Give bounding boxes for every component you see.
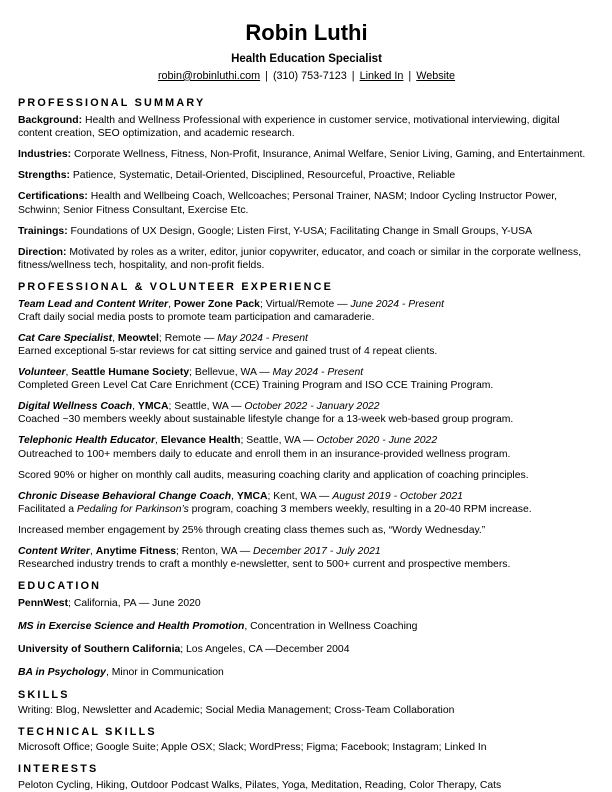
entry-dates: December 2017 - July 2021 (253, 546, 381, 558)
entry-company: YMCA (137, 401, 169, 413)
summary-item-strengths (18, 169, 595, 182)
entry-meta (18, 434, 595, 447)
meta-separator: — (256, 366, 273, 378)
degree-details: , Concentration in Wellness Coaching (244, 621, 418, 632)
summary-item-certifications (18, 190, 595, 216)
meta-separator: ; (259, 298, 266, 310)
entry-meta (18, 490, 595, 503)
program-name-italic: Pedaling for Parkinson’s (76, 503, 189, 515)
experience-heading: PROFESSIONAL & VOLUNTEER EXPERIENCE (18, 280, 333, 293)
contact-line (18, 70, 595, 84)
technical-skills-heading: TECHNICAL SKILLS (18, 726, 157, 739)
skills-heading: SKILLS (18, 689, 70, 702)
education-degree-line (18, 666, 595, 679)
entry-meta (18, 366, 595, 379)
website-link[interactable]: Website (416, 69, 456, 82)
entry-location: Bellevue, WA (194, 366, 257, 378)
item-text: Health and Wellness Professional with experience in customer service, motivational interviewing, digital content creation, SEO optimization, and academic research. (18, 114, 560, 140)
section-professional-summary (18, 97, 595, 272)
entry-description: Researched industry trends to craft a monthly e-newsletter, sent to 500+ current and prospective members. (18, 559, 511, 571)
item-text: Motivated by roles as a writer, editor, junior copywriter, educator, and coach or similar in the corporate wellness, fitness/wellness tech, hospitality, and non-profit fields. (18, 246, 582, 271)
entry-company: Seattle Humane Society (71, 366, 190, 378)
entry-description (18, 503, 595, 516)
description-text: Facilitated a (18, 503, 77, 515)
section-technical-skills (18, 726, 595, 754)
entry-description: Earned exceptional 5-star reviews for cat sitting service and gained trust of 4 repeat clients. (18, 345, 438, 357)
meta-separator: ; (267, 490, 274, 502)
entry-dates: October 2020 - June 2022 (316, 435, 438, 447)
entry-description: Increased member engagement by 25% through creating class themes such as, “Wordy Wednesday.” (18, 524, 486, 536)
school-name: PennWest (18, 597, 69, 609)
summary-item-industries (18, 148, 595, 161)
entry-description: Outreached to 100+ members daily to educate and enroll them in an insurance-provided wellness program. (18, 448, 511, 460)
entry-title: Volunteer (18, 366, 66, 378)
entry-title: Cat Care Specialist (18, 332, 113, 344)
meta-separator: ; (168, 401, 175, 413)
linkedin-link[interactable]: Linked In (359, 69, 404, 82)
meta-separator: — (300, 435, 317, 447)
entry-dates: August 2019 - October 2021 (332, 490, 463, 502)
degree-name: MS in Exercise Science and Health Promotion (18, 621, 245, 632)
entry-location: Remote (164, 332, 202, 344)
meta-separator: ; (189, 366, 195, 378)
entry-dates: June 2024 - Present (350, 298, 445, 310)
meta-separator: , (231, 490, 237, 502)
meta-separator: — (316, 490, 333, 502)
meta-separator: , (112, 332, 118, 344)
school-details: ; Los Angeles, CA —December 2004 (180, 644, 350, 656)
item-text: Health and Wellbeing Coach, Wellcoaches; Personal Trainer, NASM; Indoor Cycling Instructor Power, Schwinn; Senior Fitness Consultant, Exercise Etc. (18, 191, 558, 216)
contact-separator: | (351, 69, 355, 82)
entry-title: Chronic Disease Behavioral Change Coach (18, 490, 232, 502)
meta-separator: — (236, 546, 254, 558)
phone-number: (310) 753-7123 (272, 69, 347, 82)
summary-item-direction (18, 246, 595, 272)
meta-separator: — (201, 332, 218, 344)
education-heading: EDUCATION (18, 580, 102, 593)
item-label: Background: (18, 114, 83, 126)
entry-company: Meowtel (117, 332, 159, 344)
degree-name: BA in Psychology (18, 667, 106, 679)
experience-entry (18, 490, 595, 537)
meta-separator: , (155, 435, 161, 447)
summary-item-trainings (18, 225, 595, 238)
meta-separator: — (228, 401, 245, 413)
section-interests (18, 763, 595, 792)
meta-separator: ; (158, 332, 165, 344)
entry-company: YMCA (236, 490, 268, 502)
entry-location: Virtual/Remote (265, 298, 335, 310)
experience-entry (18, 366, 595, 392)
summary-item-background (18, 114, 595, 140)
entry-location: Renton, WA (181, 546, 237, 558)
item-text: Patience, Systematic, Detail-Oriented, Disciplined, Resourceful, Proactive, Reliable (69, 170, 456, 182)
section-skills (18, 689, 595, 717)
entry-description: Scored 90% or higher on monthly call audits, measuring coaching clarity and application of coaching principles. (18, 469, 529, 481)
degree-details: , Minor in Communication (105, 667, 224, 679)
meta-separator: , (89, 546, 96, 558)
item-text: Corporate Wellness, Fitness, Non-Profit, Insurance, Animal Welfare, Senior Living, Gaming, and Entertainment. (71, 149, 586, 161)
school-name: University of Southern California (18, 644, 181, 656)
description-text: program, coaching 3 members weekly, resulting in a 20-40 RPM increase. (188, 503, 532, 515)
entry-title: Team Lead and Content Writer (18, 298, 169, 310)
entry-title: Content Writer (18, 546, 90, 558)
education-school-line (18, 597, 595, 610)
meta-separator: , (65, 366, 72, 378)
school-details: ; California, PA — June 2020 (68, 597, 201, 609)
entry-dates: October 2022 - January 2022 (244, 401, 380, 413)
resume-header (18, 20, 595, 83)
meta-separator: — (334, 298, 351, 310)
interests-heading: INTERESTS (18, 762, 99, 775)
entry-company: Anytime Fitness (95, 546, 177, 558)
item-label: Strengths: (18, 170, 70, 182)
meta-separator: ; (240, 435, 247, 447)
entry-location: Seattle, WA (174, 401, 229, 413)
experience-entry (18, 400, 595, 426)
entry-meta (18, 400, 595, 413)
experience-entry (18, 298, 595, 324)
section-experience (18, 281, 595, 571)
meta-separator: , (168, 298, 174, 310)
entry-description: Completed Green Level Cat Care Enrichment (CCE) Training Program and ISO CCE Training Program. (18, 380, 494, 392)
summary-heading: PROFESSIONAL SUMMARY (18, 97, 206, 110)
entry-meta (18, 298, 595, 311)
entry-meta (18, 332, 595, 345)
interests-text: Peloton Cycling, Hiking, Outdoor Podcast Walks, Pilates, Yoga, Meditation, Reading, Color Therapy, Cats (18, 780, 502, 792)
entry-meta (18, 545, 595, 558)
entry-description: Craft daily social media posts to promote team participation and camaraderie. (18, 311, 375, 323)
item-label: Direction: (18, 246, 67, 258)
experience-entry (18, 434, 595, 481)
entry-description: Coached ~30 members weekly about sustainable lifestyle change for a 13-week web-based group program. (18, 414, 514, 426)
contact-separator: | (408, 69, 412, 82)
experience-entry (18, 332, 595, 358)
entry-location: Kent, WA (273, 490, 317, 502)
entry-title: Telephonic Health Educator (18, 435, 156, 447)
person-name: Robin Luthi (245, 20, 368, 45)
item-label: Certifications: (18, 191, 88, 203)
education-school-line (18, 643, 595, 656)
experience-entry (18, 545, 595, 571)
skills-text: Writing: Blog, Newsletter and Academic; Social Media Management; Cross-Team Collaboration (18, 704, 455, 716)
entry-company: Power Zone Pack (173, 298, 260, 310)
contact-separator: | (265, 69, 268, 82)
meta-separator: ; (176, 546, 182, 558)
item-label: Industries: (18, 149, 72, 161)
entry-location: Seattle, WA (246, 435, 301, 447)
meta-separator: , (132, 401, 138, 413)
item-text: Foundations of UX Design, Google; Listen First, Y-USA; Facilitating Change in Small Groups, Y-USA (67, 225, 533, 237)
entry-dates: May 2024 - Present (272, 366, 364, 378)
item-label: Trainings: (18, 225, 68, 237)
entry-dates: May 2024 - Present (217, 332, 308, 344)
entry-title: Digital Wellness Coach (18, 401, 133, 413)
entry-company: Elevance Health (160, 435, 241, 447)
section-education (18, 580, 595, 679)
education-degree-line (18, 620, 595, 633)
job-title: Health Education Specialist (231, 53, 382, 66)
technical-skills-text: Microsoft Office; Google Suite; Apple OSX; Slack; WordPress; Figma; Facebook; Instagram; Linked In (18, 741, 487, 753)
email-link[interactable]: robin@robinluthi.com (157, 69, 261, 82)
